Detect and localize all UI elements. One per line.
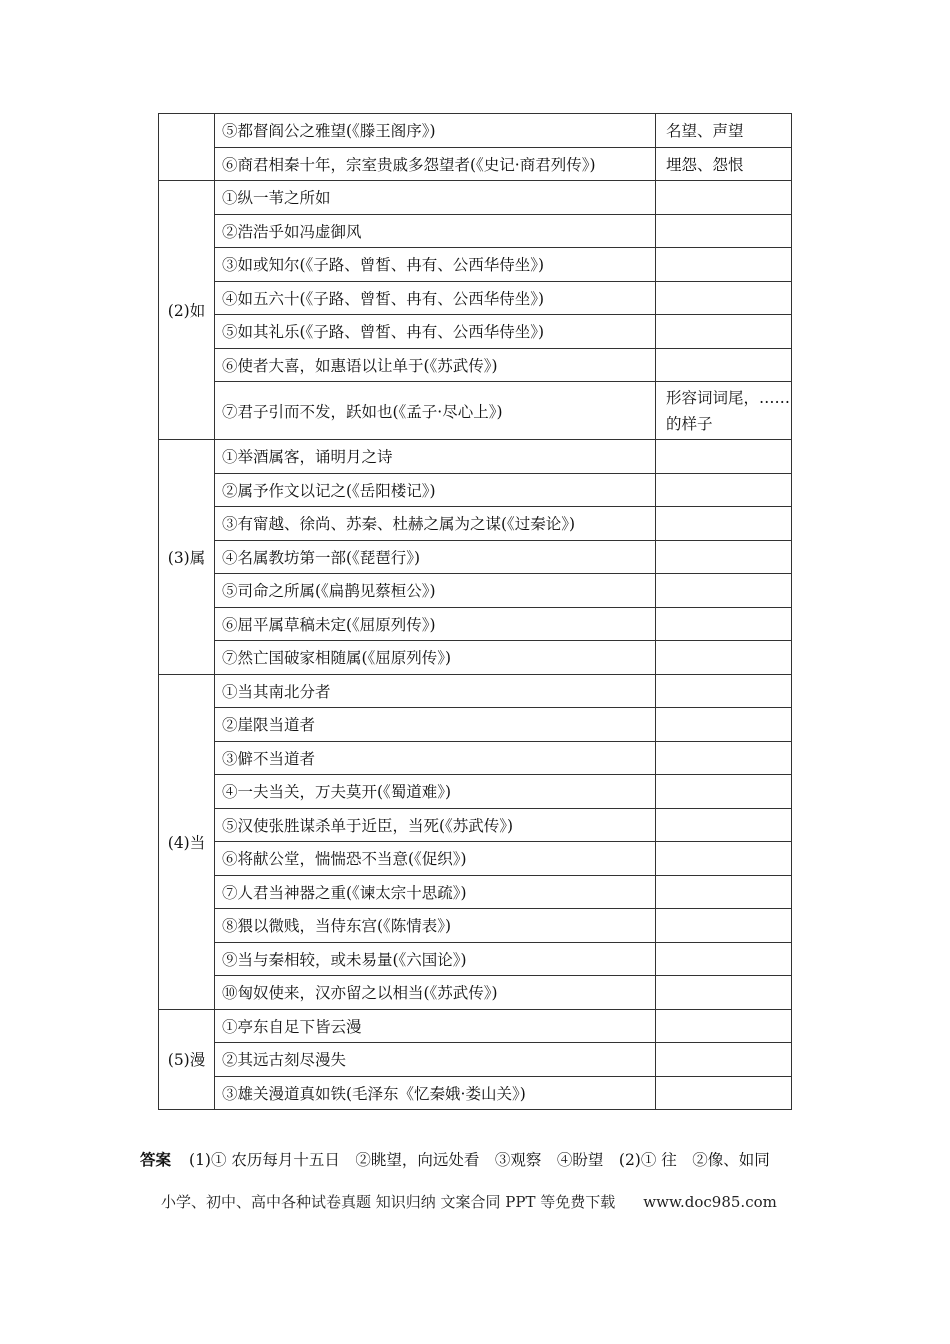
- table-row: [159, 214, 792, 248]
- meaning-cell: [656, 574, 792, 608]
- table-row: [159, 1043, 792, 1077]
- table-row: [159, 741, 792, 775]
- meaning-cell: 埋怨、怨恨: [656, 147, 792, 181]
- table-row: [159, 976, 792, 1010]
- meaning-cell: [656, 741, 792, 775]
- table-row: [159, 315, 792, 349]
- meaning-cell: [656, 942, 792, 976]
- table-row: [159, 348, 792, 382]
- meaning-cell: [656, 281, 792, 315]
- example-sentence: ⑥使者大喜，如惠语以让单于(《苏武传》): [215, 348, 656, 382]
- example-sentence: ③雄关漫道真如铁(毛泽东《忆秦娥·娄山关》): [215, 1076, 656, 1110]
- example-sentence: ⑤如其礼乐(《子路、曾皙、冉有、公西华侍坐》): [215, 315, 656, 349]
- table-row: [159, 507, 792, 541]
- meaning-cell: [656, 473, 792, 507]
- example-sentence: ⑤都督阎公之雅望(《滕王阁序》): [215, 114, 656, 148]
- meaning-cell: [656, 440, 792, 474]
- meaning-cell: [656, 708, 792, 742]
- table-row: [159, 708, 792, 742]
- meaning-cell: [656, 976, 792, 1010]
- meaning-cell: 形容词词尾，……的样子: [656, 382, 792, 440]
- example-sentence: ④名属教坊第一部(《琵琶行》): [215, 540, 656, 574]
- example-sentence: ①当其南北分者: [215, 674, 656, 708]
- example-sentence: ②崖限当道者: [215, 708, 656, 742]
- answer-line: [140, 1148, 820, 1170]
- meaning-cell: [656, 1043, 792, 1077]
- answer-label: 答案: [140, 1150, 172, 1169]
- meaning-cell: [656, 641, 792, 675]
- headword-cell: (4)当: [159, 674, 215, 1009]
- example-sentence: ⑥屈平属草稿未定(《屈原列传》): [215, 607, 656, 641]
- example-sentence: ④一夫当关，万夫莫开(《蜀道难》): [215, 775, 656, 809]
- meaning-cell: [656, 540, 792, 574]
- example-sentence: ②其远古刻尽漫失: [215, 1043, 656, 1077]
- meaning-cell: [656, 607, 792, 641]
- meaning-cell: [656, 808, 792, 842]
- example-sentence: ⑨当与秦相较，或未易量(《六国论》): [215, 942, 656, 976]
- meaning-cell: [656, 674, 792, 708]
- table-row: [159, 574, 792, 608]
- footer-url: www.doc985.com: [643, 1193, 777, 1211]
- footer-text: 小学、初中、高中各种试卷真题 知识归纳 文案合同 PPT 等免费下载: [161, 1193, 616, 1211]
- headword-cell: (2)如: [159, 181, 215, 440]
- headword-cell: [159, 114, 215, 181]
- example-sentence: ①亭东自足下皆云漫: [215, 1009, 656, 1043]
- example-sentence: ③有甯越、徐尚、苏秦、杜赫之属为之谋(《过秦论》): [215, 507, 656, 541]
- table-row: [159, 674, 792, 708]
- example-sentence: ①举酒属客，诵明月之诗: [215, 440, 656, 474]
- answer-text: (1)① 农历每月十五日 ②眺望，向远处看 ③观察 ④盼望 (2)① 往 ②像、如同: [189, 1151, 770, 1169]
- headword-cell: (3)属: [159, 440, 215, 675]
- table-row: [159, 181, 792, 215]
- table-row: [159, 875, 792, 909]
- meaning-cell: [656, 775, 792, 809]
- example-sentence: ②属予作文以记之(《岳阳楼记》): [215, 473, 656, 507]
- table-row: [159, 440, 792, 474]
- example-sentence: ⑥商君相秦十年，宗室贵戚多怨望者(《史记·商君列传》): [215, 147, 656, 181]
- meaning-cell: 名望、声望: [656, 114, 792, 148]
- meaning-cell: [656, 181, 792, 215]
- table-row: [159, 382, 792, 440]
- table-row: [159, 248, 792, 282]
- example-sentence: ⑩匈奴使来，汉亦留之以相当(《苏武传》): [215, 976, 656, 1010]
- example-sentence: ⑥将献公堂，惴惴恐不当意(《促织》): [215, 842, 656, 876]
- example-sentence: ①纵一苇之所如: [215, 181, 656, 215]
- meaning-cell: [656, 1009, 792, 1043]
- meaning-cell: [656, 214, 792, 248]
- headword-cell: (5)漫: [159, 1009, 215, 1110]
- table-row: [159, 641, 792, 675]
- example-sentence: ⑤司命之所属(《扁鹊见蔡桓公》): [215, 574, 656, 608]
- example-sentence: ④如五六十(《子路、曾皙、冉有、公西华侍坐》): [215, 281, 656, 315]
- example-sentence: ③僻不当道者: [215, 741, 656, 775]
- table-row: [159, 147, 792, 181]
- table-row: [159, 1009, 792, 1043]
- table-row: [159, 473, 792, 507]
- example-sentence: ⑦君子引而不发，跃如也(《孟子·尽心上》): [215, 382, 656, 440]
- meaning-cell: [656, 507, 792, 541]
- meaning-cell: [656, 909, 792, 943]
- vocabulary-table: [158, 113, 792, 1110]
- table-row: [159, 607, 792, 641]
- table-row: [159, 540, 792, 574]
- table-row: [159, 942, 792, 976]
- table-row: [159, 808, 792, 842]
- example-sentence: ②浩浩乎如冯虚御风: [215, 214, 656, 248]
- meaning-cell: [656, 875, 792, 909]
- meaning-cell: [656, 842, 792, 876]
- table-row: [159, 281, 792, 315]
- example-sentence: ⑦人君当神器之重(《谏太宗十思疏》): [215, 875, 656, 909]
- example-sentence: ⑧猥以微贱，当侍东宫(《陈情表》): [215, 909, 656, 943]
- table-row: [159, 1076, 792, 1110]
- table-row: [159, 114, 792, 148]
- meaning-cell: [656, 1076, 792, 1110]
- meaning-cell: [656, 248, 792, 282]
- table-row: [159, 775, 792, 809]
- example-sentence: ⑦然亡国破家相随属(《屈原列传》): [215, 641, 656, 675]
- footer: [161, 1191, 777, 1212]
- meaning-cell: [656, 348, 792, 382]
- meaning-cell: [656, 315, 792, 349]
- example-sentence: ③如或知尔(《子路、曾皙、冉有、公西华侍坐》): [215, 248, 656, 282]
- example-sentence: ⑤汉使张胜谋杀单于近臣，当死(《苏武传》): [215, 808, 656, 842]
- table-row: [159, 842, 792, 876]
- table-row: [159, 909, 792, 943]
